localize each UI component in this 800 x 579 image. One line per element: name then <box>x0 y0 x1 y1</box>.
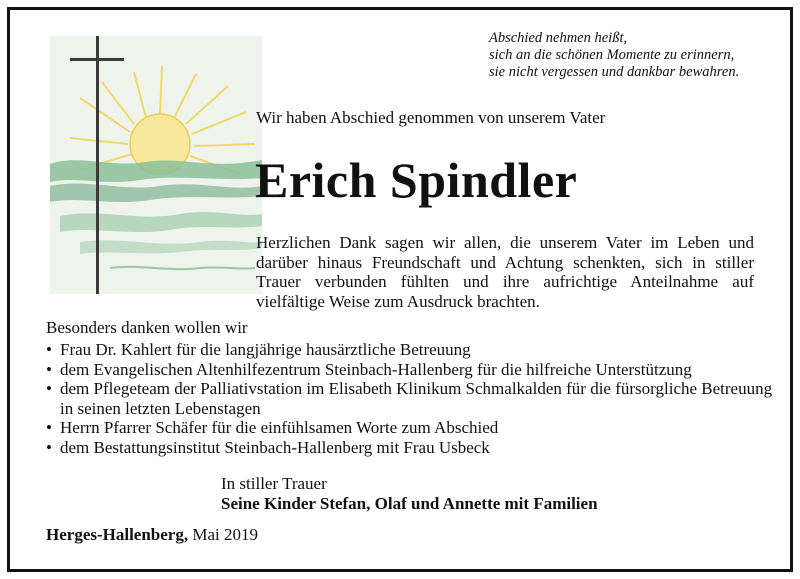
list-item <box>46 418 776 438</box>
motto-quote <box>489 30 779 81</box>
intro-text: Wir haben Abschied genommen von unserem Vater <box>256 108 606 127</box>
bullet-icon: • <box>46 418 52 437</box>
bullet-icon: • <box>46 359 52 379</box>
list-item <box>46 379 776 418</box>
list-item <box>46 438 776 458</box>
bullet-icon: • <box>46 437 52 457</box>
thanks-line: darüber hinaus Freundschaft und Achtung schenkten, sich in stiller <box>256 252 754 272</box>
list-item-text: Frau Dr. Kahlert für die langjährige hausärztliche Betreuung <box>60 340 471 359</box>
bullet-icon: • <box>46 379 52 398</box>
thanks-line: Herzlichen Dank sagen wir allen, die unserem Vater im Leben und <box>256 233 754 252</box>
thanks-line: vielfältige Weise zum Ausdruck brachten. <box>256 291 540 311</box>
thanks-line: Trauer verbunden fühlten und ihre aufrichtige Anteilnahme auf <box>256 272 754 291</box>
list-item-text: dem Bestattungsinstitut Steinbach-Hallenberg mit Frau Usbeck <box>60 437 490 457</box>
bullet-icon: • <box>46 340 52 359</box>
deceased-name: Erich Spindler <box>255 152 578 208</box>
place-date-value: Mai 2019 <box>192 525 258 544</box>
motto-line: sich an die schönen Momente zu erinnern, <box>489 47 735 63</box>
list-item-text: Herrn Pfarrer Schäfer für die einfühlsamen Worte zum Abschied <box>60 418 499 437</box>
list-item <box>46 340 776 360</box>
list-item-text: dem Evangelischen Altenhilfezentrum Steinbach-Hallenberg für die hilfreiche Unterstützung <box>60 359 692 379</box>
closing-signature <box>221 474 598 513</box>
list-item <box>46 360 776 380</box>
thanks-list <box>46 340 776 457</box>
besonders-heading: Besonders danken wollen wir <box>46 318 248 337</box>
place-date <box>46 525 258 545</box>
closing-line: In stiller Trauer <box>221 474 327 493</box>
family-names: Seine Kinder Stefan, Olaf und Annette mit Familien <box>221 493 598 513</box>
motto-line: Abschied nehmen heißt, <box>489 30 628 46</box>
cross-sunrise-landscape-icon <box>50 36 262 294</box>
list-item-text: dem Pflegeteam der Palliativstation im Elisabeth Klinikum Schmalkalden für die fürsorgliche Betreuung in seinen letzten Lebenstagen <box>60 379 773 418</box>
thanks-paragraph <box>256 233 754 311</box>
motto-line: sie nicht vergessen und dankbar bewahren. <box>489 64 740 80</box>
place-city: Herges-Hallenberg, <box>46 525 189 544</box>
